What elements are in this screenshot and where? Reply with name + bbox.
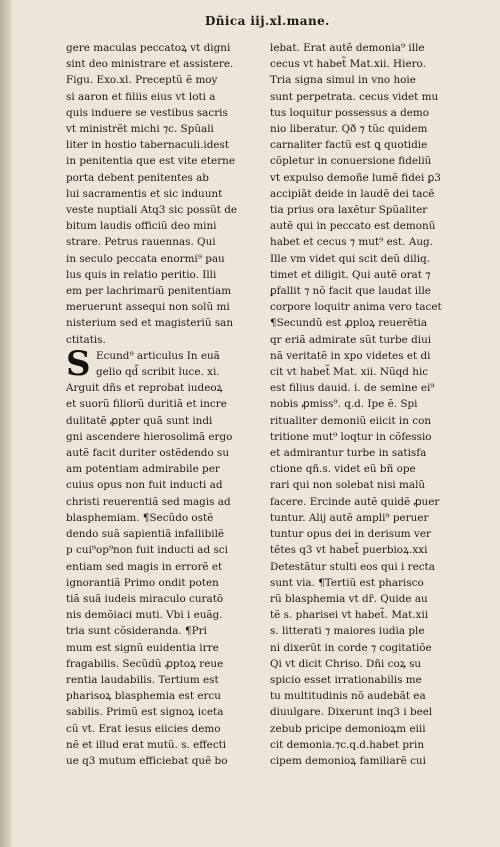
text-line: sunt perpetrata. cecus videt mu — [270, 90, 439, 103]
text-line: gere maculas peccatoꝝ vt digni — [66, 42, 231, 54]
text-line: cũ vt. Erat iesus eiicies demo — [66, 722, 221, 735]
text-line: blasphemiam. ¶Secũdo ostẽ — [66, 511, 214, 524]
text-line: Tria signa simul in vno hoie — [270, 74, 416, 87]
text-line: ignorantiã Primo ondit poten — [66, 576, 219, 589]
text-line: Ille vm videt qui scit deũ diliq. — [270, 252, 430, 265]
text-line: ctione qñ.s. videt eũ bñ ope — [270, 463, 416, 476]
running-header: Dñica iij.xl.mane. — [205, 14, 330, 28]
text-line: cecus vt habet̃ Mat.xii. Hiero. — [270, 58, 426, 71]
text-line: bitum laudis officiũ deo mini — [66, 220, 217, 233]
text-line: rũ blasphemia vt dr̃. Quide au — [270, 592, 428, 605]
text-line: ue q3 mutum efficiebat quẽ bo — [66, 754, 228, 767]
text-line: cit demonia.⁊c.q.d.habet prin — [270, 738, 425, 751]
text-line: meruerunt assequi non solũ mi — [66, 301, 230, 314]
text-line: sunt via. ¶Tertiũ est pharisco — [270, 576, 424, 589]
text-line: tuntur opus dei in derisum ver — [270, 528, 431, 541]
text-line: cipem demonioꝝ familiarẽ cui — [270, 754, 426, 767]
text-line: corpore loquitr anima vero tacet — [270, 301, 442, 314]
text-line: in seculo peccata enormi⁹ pau — [66, 252, 225, 265]
text-line: dulitatẽ ꝓpter quã sunt indi — [66, 414, 213, 427]
text-line: tritione mut⁹ loqtur in cõfessio — [270, 430, 432, 443]
text-line: accipiãt deide in laudẽ dei tacẽ — [270, 187, 435, 200]
text-line: autẽ facit duriter ostẽdendo su — [66, 447, 230, 460]
text-line: Ecund⁹ articulus In euã — [96, 349, 220, 362]
text-line: tia prius ora laxẽtur Spũaliter — [270, 204, 428, 217]
text-line: tẽ s. pharisei vt habet̃. Mat.xii — [270, 609, 429, 622]
text-line: gelio qd̃ scribit luce. xi. — [96, 366, 220, 379]
right-column — [270, 40, 466, 769]
text-line: et suorũ filiorũ duritiã et incre — [66, 398, 227, 411]
text-line: tiã suã iudeis miraculo curatõ — [66, 592, 224, 605]
text-line: ctitatis. — [66, 333, 106, 346]
text-line: Detestãtur stulti eos qui i recta — [270, 560, 435, 573]
text-line: diuulgare. Dixerunt inq3 i beel — [270, 706, 433, 719]
text-line: rentia laudabilis. Tertium est — [66, 673, 219, 686]
drop-cap-lines — [66, 343, 264, 384]
text-line: tus loquitur possessus a demo — [270, 106, 430, 119]
text-line: timet et diligit. Qui autẽ orat ⁊ — [270, 268, 431, 281]
text-line: lus quis in relatio peritio. Illi — [66, 268, 217, 281]
text-line: habet et cecus ⁊ mut⁹ est. Aug. — [270, 236, 433, 249]
text-line: ¶Secundũ est ꝓploꝝ reuerẽtia — [270, 317, 428, 330]
text-line: nobis ꝓmiss⁹. q.d. Ipe ẽ. Spi — [270, 398, 418, 411]
right-column-text — [270, 40, 466, 769]
text-line: em per lachrimarũ penitentiam — [66, 285, 232, 298]
text-line: et admirantur turbe in satisfa — [270, 447, 427, 460]
text-line: mum est signũ euidentia irre — [66, 641, 219, 654]
text-line: vt expulso demoñe lumẽ fidei ꝑ3 — [270, 171, 441, 184]
text-line: s. litterati ⁊ maiores iudia ple — [270, 625, 425, 638]
text-line: rari qui non solebat nisi malũ — [270, 479, 426, 492]
text-line: cõpletur in conuersione fideliũ — [270, 155, 432, 168]
text-line: zebub pricipe demonioꝝm eiii — [270, 722, 426, 735]
text-line: sint deo ministrare et assistere. — [66, 58, 234, 71]
left-column-text-top — [66, 40, 264, 348]
text-line: nisterium sed et magisteriũ san — [66, 317, 234, 330]
text-line: am potentiam admirabile per — [66, 463, 220, 476]
text-line: p cui⁹op⁹non fuit inducti ad sci — [66, 544, 228, 557]
text-line: vt ministrẽt michi ⁊c. Spũali — [66, 123, 214, 136]
text-line: nis demõiaci muti. Vbi i euãg. — [66, 609, 223, 622]
text-line: tuntur. Alij autẽ ampli⁹ peruer — [270, 511, 429, 524]
text-line: tria sunt cõsideranda. ¶Pri — [66, 625, 207, 638]
text-line: carnaliter factũ est ꝗ quotidie — [270, 139, 428, 152]
text-line: Arguit dñs et reprobat iudeoꝝ — [66, 382, 223, 395]
left-column-text-rest — [66, 380, 264, 769]
text-line: nã veritatẽ in xpo videtes et di — [270, 349, 431, 362]
text-line: dendo suã sapientiã infallibilẽ — [66, 528, 225, 541]
drop-cap: S — [66, 343, 91, 384]
text-line: est filius dauid. i. de semine ei⁹ — [270, 382, 435, 395]
text-line: gni ascendere hierosolimã ergo — [66, 430, 233, 443]
text-line: nẽ et illud erat mutũ. s. effecti — [66, 738, 227, 751]
text-line: pharisoꝝ blasphemia est ercu — [66, 690, 221, 703]
left-column — [66, 40, 264, 769]
text-line: ni dixerũt in corde ⁊ cogitatiõe — [270, 641, 432, 654]
text-line: si aaron et filiis eius vt loti a — [66, 90, 216, 103]
text-line: ritualiter demoniũ eiicit in con — [270, 414, 432, 427]
text-line: tẽtes q3 vt habet̃ puerbioꝝ.xxi — [270, 544, 428, 557]
text-line: quis induere se vestibus sacris — [66, 106, 228, 119]
text-line: Figu. Exo.xl. Preceptũ ẽ moy — [66, 74, 218, 87]
text-line: cuius opus non fuit inducti ad — [66, 479, 223, 492]
text-line: in penitentia que est vite eterne — [66, 155, 236, 168]
text-line: facere. Ercinde autẽ quidẽ ꝓuer — [270, 495, 440, 508]
text-line: sabilis. Primũ est signoꝝ iceta — [66, 706, 224, 719]
text-line: Qi vt dicit Chriso. Dñi coꝝ su — [270, 657, 422, 670]
text-line: porta debent penitentes ab — [66, 171, 209, 184]
text-line: liter in hostio tabernaculi.idest — [66, 139, 230, 152]
text-line: lui sacramentis et sic induunt — [66, 187, 223, 200]
page-gutter — [0, 0, 12, 847]
text-line: christi reuerentiã sed magis ad — [66, 495, 231, 508]
text-line: strare. Petrus rauennas. Qui — [66, 236, 216, 249]
text-line: fragabilis. Secũdũ ꝓptoꝝ reue — [66, 657, 224, 670]
text-line: veste nuptiali Atq3 sic possũt de — [66, 204, 238, 217]
text-line: cit vt habet̃ Mat. xii. Nũqd hic — [270, 366, 429, 379]
text-line: tu multitudinis nõ audebãt ea — [270, 690, 426, 703]
drop-cap-paragraph — [66, 343, 264, 384]
text-line: spicio esset irrationabilis me — [270, 673, 422, 686]
text-line: qr eriã admirate sũt turbe diui — [270, 333, 432, 346]
text-line: ꝑfallit ⁊ nõ facit que laudat ille — [270, 285, 431, 298]
text-line: autẽ qui in peccato est demonũ — [270, 220, 436, 233]
text-line: lebat. Erat autẽ demonia⁹ ille — [270, 42, 425, 54]
text-line: entiam sed magis in errorẽ et — [66, 560, 223, 573]
text-line: nio liberatur. Qð ⁊ tũc quidem — [270, 123, 428, 136]
